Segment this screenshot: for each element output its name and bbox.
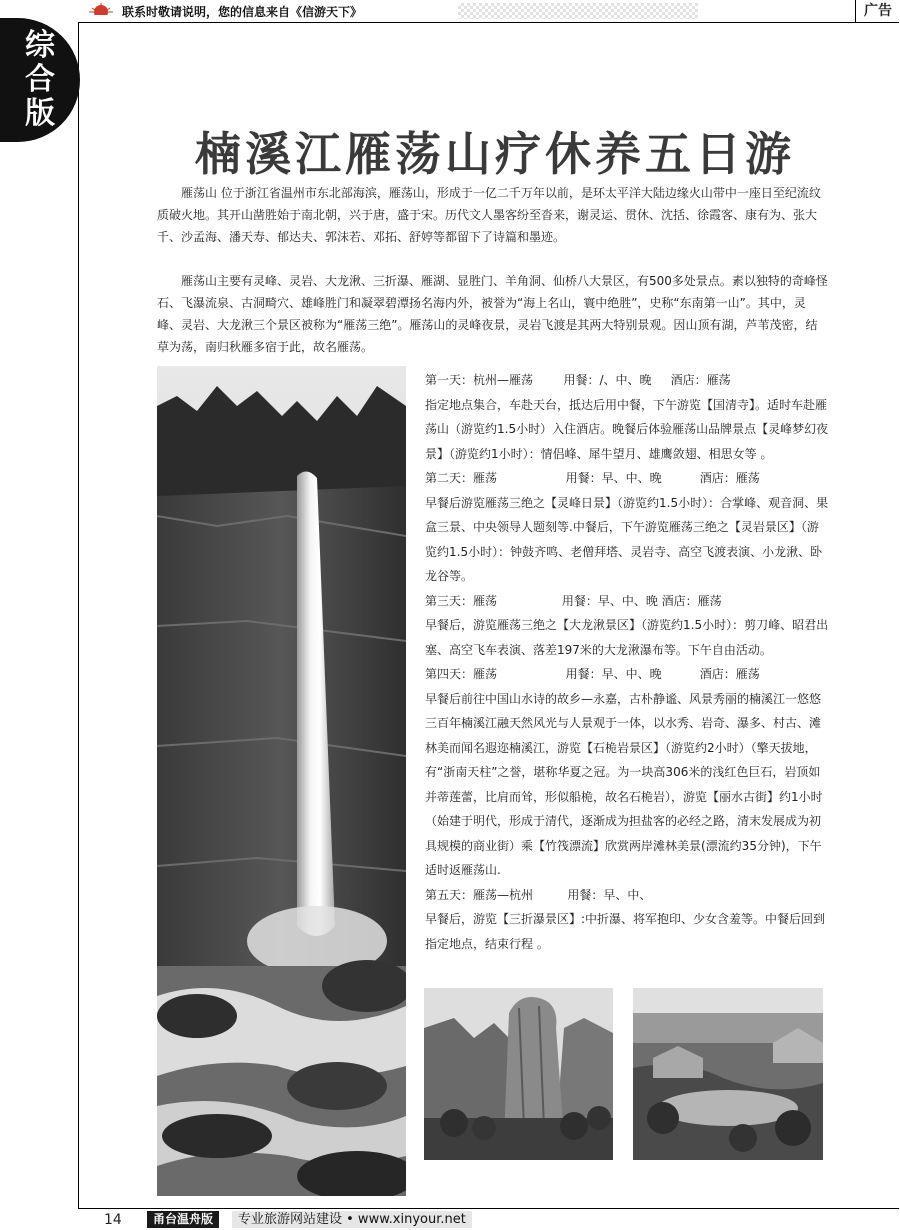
village-photo: [633, 988, 823, 1160]
contact-notice: 联系时敬请说明，您的信息来自《信游天下》: [122, 5, 363, 19]
day-1-header: 第一天：杭州—雁荡 用餐：/、中、晚 酒店：雁荡: [425, 373, 731, 387]
footer: [0, 1209, 900, 1230]
day-2-body: 早餐后游览雁荡三绝之【灵峰日景】（游览约1.5小时）：合掌峰、观音洞、果盒三景、中央领导人题刻等.中餐后，下午游览雁荡三绝之【灵岩景区】（游览约1.5小时）：钟鼓齐鸣、老僧拜塔、灵岩寺、高空飞渡表演、小龙湫、卧龙谷等。: [425, 495, 829, 583]
rock-peak-photo: [424, 988, 613, 1160]
waterfall-photo: [157, 366, 406, 1196]
day-3-header: 第三天：雁荡 用餐：早、中、晚 酒店：雁荡: [425, 593, 722, 608]
section-tab: [0, 18, 80, 142]
edition-badge: 甬台温舟版: [147, 1211, 219, 1228]
itinerary: [425, 368, 830, 956]
section-char: 合: [25, 62, 55, 97]
day-2-header: 第二天：雁荡 用餐：早、中、晚 酒店：雁荡: [425, 471, 760, 485]
ad-label: 广告: [855, 0, 900, 22]
day-3-body: 早餐后，游览雁荡三绝之【大龙湫景区】（游览约1.5小时）：剪刀峰、昭君出塞、高空飞车表演、落差197米的大龙湫瀑布等。下午自由活动。: [425, 618, 829, 657]
section-char: 版: [25, 96, 55, 131]
day-5-header: 第五天：雁荡—杭州 用餐：早、中、: [425, 887, 652, 902]
intro-paragraph: 雁荡山主要有灵峰、灵岩、大龙湫、三折瀑、雁湖、显胜门、羊角洞、仙桥八大景区，有500多处景点。素以独特的奇峰怪石、飞瀑流泉、古洞畸穴、雄峰胜门和凝翠碧潭扬名海内外，被誉为“海上名山，寰中绝胜”，史称“东南第一山”。其中，灵峰、灵岩、大龙湫三个景区被称为“雁荡三绝”。雁荡山的灵峰夜景，灵岩飞渡是其两大特别景观。因山顶有湖，芦苇茂密，结草为荡，南归秋雁多宿于此，故名雁荡。: [157, 274, 828, 354]
day-4-header: 第四天：雁荡 用餐：早、中、晚 酒店：雁荡: [425, 667, 760, 681]
intro-paragraph: 雁荡山 位于浙江省温州市东北部海滨，雁荡山，形成于一亿二千万年以前，是环太平洋大陆边缘火山带中一座日至纪流纹质破火地。其开山凿胜始于南北朝，兴于唐，盛于宋。历代文人墨客纷至沓来，谢灵运、贯休、沈括、徐霞客、康有为、张大千、沙孟海、潘天寿、郁达夫、郭沫若、邓拓、舒婷等都留下了诗篇和墨迹。: [157, 186, 821, 244]
day-1-body: 指定地点集合，车赴天台，抵达后用中餐，下午游览【国清寺】。适时车赴雁荡山（游览约1.5小时）入住酒店。晚餐后体验雁荡山品牌景点【灵峰梦幻夜景】（游览约1小时）：情侣峰、犀牛望月、雄鹰敛翅、相思女等 。: [425, 397, 829, 461]
page-title: 楠溪江雁荡山疗休养五日游: [195, 127, 795, 181]
page-number: 14: [104, 1212, 122, 1228]
decorative-pattern: [458, 3, 698, 19]
section-char: 综: [25, 28, 55, 63]
footer-slogan: 专业旅游网站建设 • www.xinyour.net: [232, 1211, 472, 1228]
day-4-body: 早餐后前往中国山水诗的故乡—永嘉，古朴静谧、风景秀丽的楠溪江一悠悠三百年楠溪江融天然风光与人景观于一体，以水秀、岩奇、瀑多、村古、滩林美而闻名遐迩楠溪江，游览【石桅岩景区】（游览约2小时）（擎天拔地，有“浙南天柱”之誉，堪称华夏之冠。为一块高306米的浅红色巨石，岩顶如并蒂莲蕾，比肩而耸，形似船桅，故名石桅岩），游览【丽水古街】约1小时（始建于明代，形成于清代，逐渐成为担盐客的必经之路，清末发展成为初具规模的商业街）乘【竹筏漂流】欣赏两岸滩林美景(漂流约35分钟)，下午适时返雁荡山.: [425, 691, 823, 877]
publication-logo: [86, 2, 116, 20]
day-5-body: 早餐后，游览【三折瀑景区】:中折瀑、将军抱印、少女含羞等。中餐后回到指定地点，结束行程 。: [425, 912, 826, 951]
top-notice-bar: [78, 0, 900, 22]
